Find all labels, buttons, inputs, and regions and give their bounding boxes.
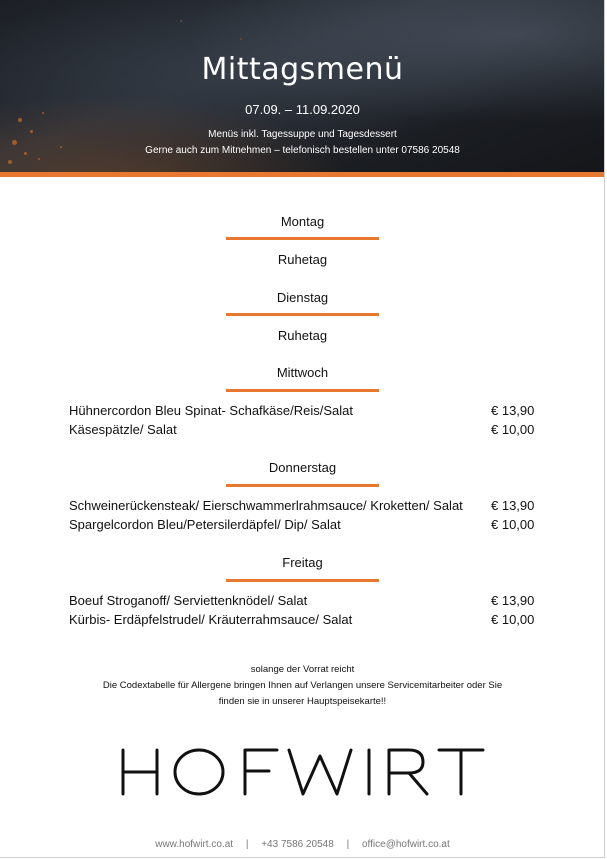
- dish-price: € 13,90: [491, 498, 535, 513]
- allergen-note-continued: finden sie in unserer Hauptspeisekarte!!: [218, 696, 387, 707]
- day-heading-freitag: Freitag: [282, 555, 323, 570]
- day-divider: [226, 579, 379, 582]
- header-banner: [0, 0, 605, 173]
- dish-name: Schweinerückensteak/ Eierschwammerlrahmsauce/ Kroketten/ Salat: [69, 498, 463, 513]
- decor-speck: [180, 20, 182, 22]
- dish-name: Spargelcordon Bleu/Petersilerdäpfel/ Dip/ Salat: [69, 517, 341, 532]
- dish-price: € 10,00: [491, 612, 535, 627]
- menu-date-range: 07.09. – 11.09.2020: [245, 102, 360, 117]
- footer-separator: |: [245, 839, 249, 850]
- dish-name: Hühnercordon Bleu Spinat- Schafkäse/Reis/Salat: [69, 403, 353, 418]
- day-divider: [226, 237, 379, 240]
- day-divider: [226, 389, 379, 392]
- dish-name: Käsespätzle/ Salat: [69, 422, 177, 437]
- dish-price: € 13,90: [491, 593, 535, 608]
- dish-price: € 13,90: [491, 403, 535, 418]
- closed-note-dienstag: Ruhetag: [277, 328, 328, 343]
- takeaway-note: Gerne auch zum Mitnehmen – telefonisch bestellen unter 07586 20548: [145, 145, 460, 156]
- decor-speck: [18, 118, 22, 122]
- decor-speck: [240, 38, 242, 40]
- day-heading-dienstag: Dienstag: [276, 290, 329, 305]
- day-divider: [226, 484, 379, 487]
- day-heading-mittwoch: Mittwoch: [276, 365, 329, 380]
- closed-note-montag: Ruhetag: [277, 252, 328, 267]
- dish-name: Boeuf Stroganoff/ Serviettenknödel/ Salat: [69, 593, 308, 608]
- dish-price: € 10,00: [491, 422, 535, 437]
- decor-speck: [38, 158, 40, 160]
- menu-included-note: Menüs inkl. Tagessuppe und Tagesdessert: [208, 129, 397, 140]
- availability-note: solange der Vorrat reicht: [250, 664, 355, 675]
- footer-email-link[interactable]: office@hofwirt.co.at: [361, 839, 450, 850]
- day-heading-montag: Montag: [280, 214, 325, 229]
- accent-bar: [0, 172, 605, 177]
- decor-speck: [8, 160, 12, 164]
- footer: [0, 839, 605, 850]
- dish-price: € 10,00: [491, 517, 535, 532]
- footer-separator: |: [346, 839, 350, 850]
- hofwirt-logo: [117, 744, 489, 800]
- footer-website-link[interactable]: www.hofwirt.co.at: [155, 839, 234, 850]
- day-heading-donnerstag: Donnerstag: [268, 460, 337, 475]
- page-title: Mittagsmenü: [201, 52, 404, 87]
- allergen-note: Die Codextabelle für Allergene bringen Ihnen auf Verlangen unsere Servicemitarbeiter oder Sie: [102, 680, 503, 691]
- dish-name: Kürbis- Erdäpfelstrudel/ Kräuterrahmsauce/ Salat: [69, 612, 353, 627]
- day-divider: [226, 313, 379, 316]
- footer-phone-link[interactable]: +43 7586 20548: [261, 839, 334, 850]
